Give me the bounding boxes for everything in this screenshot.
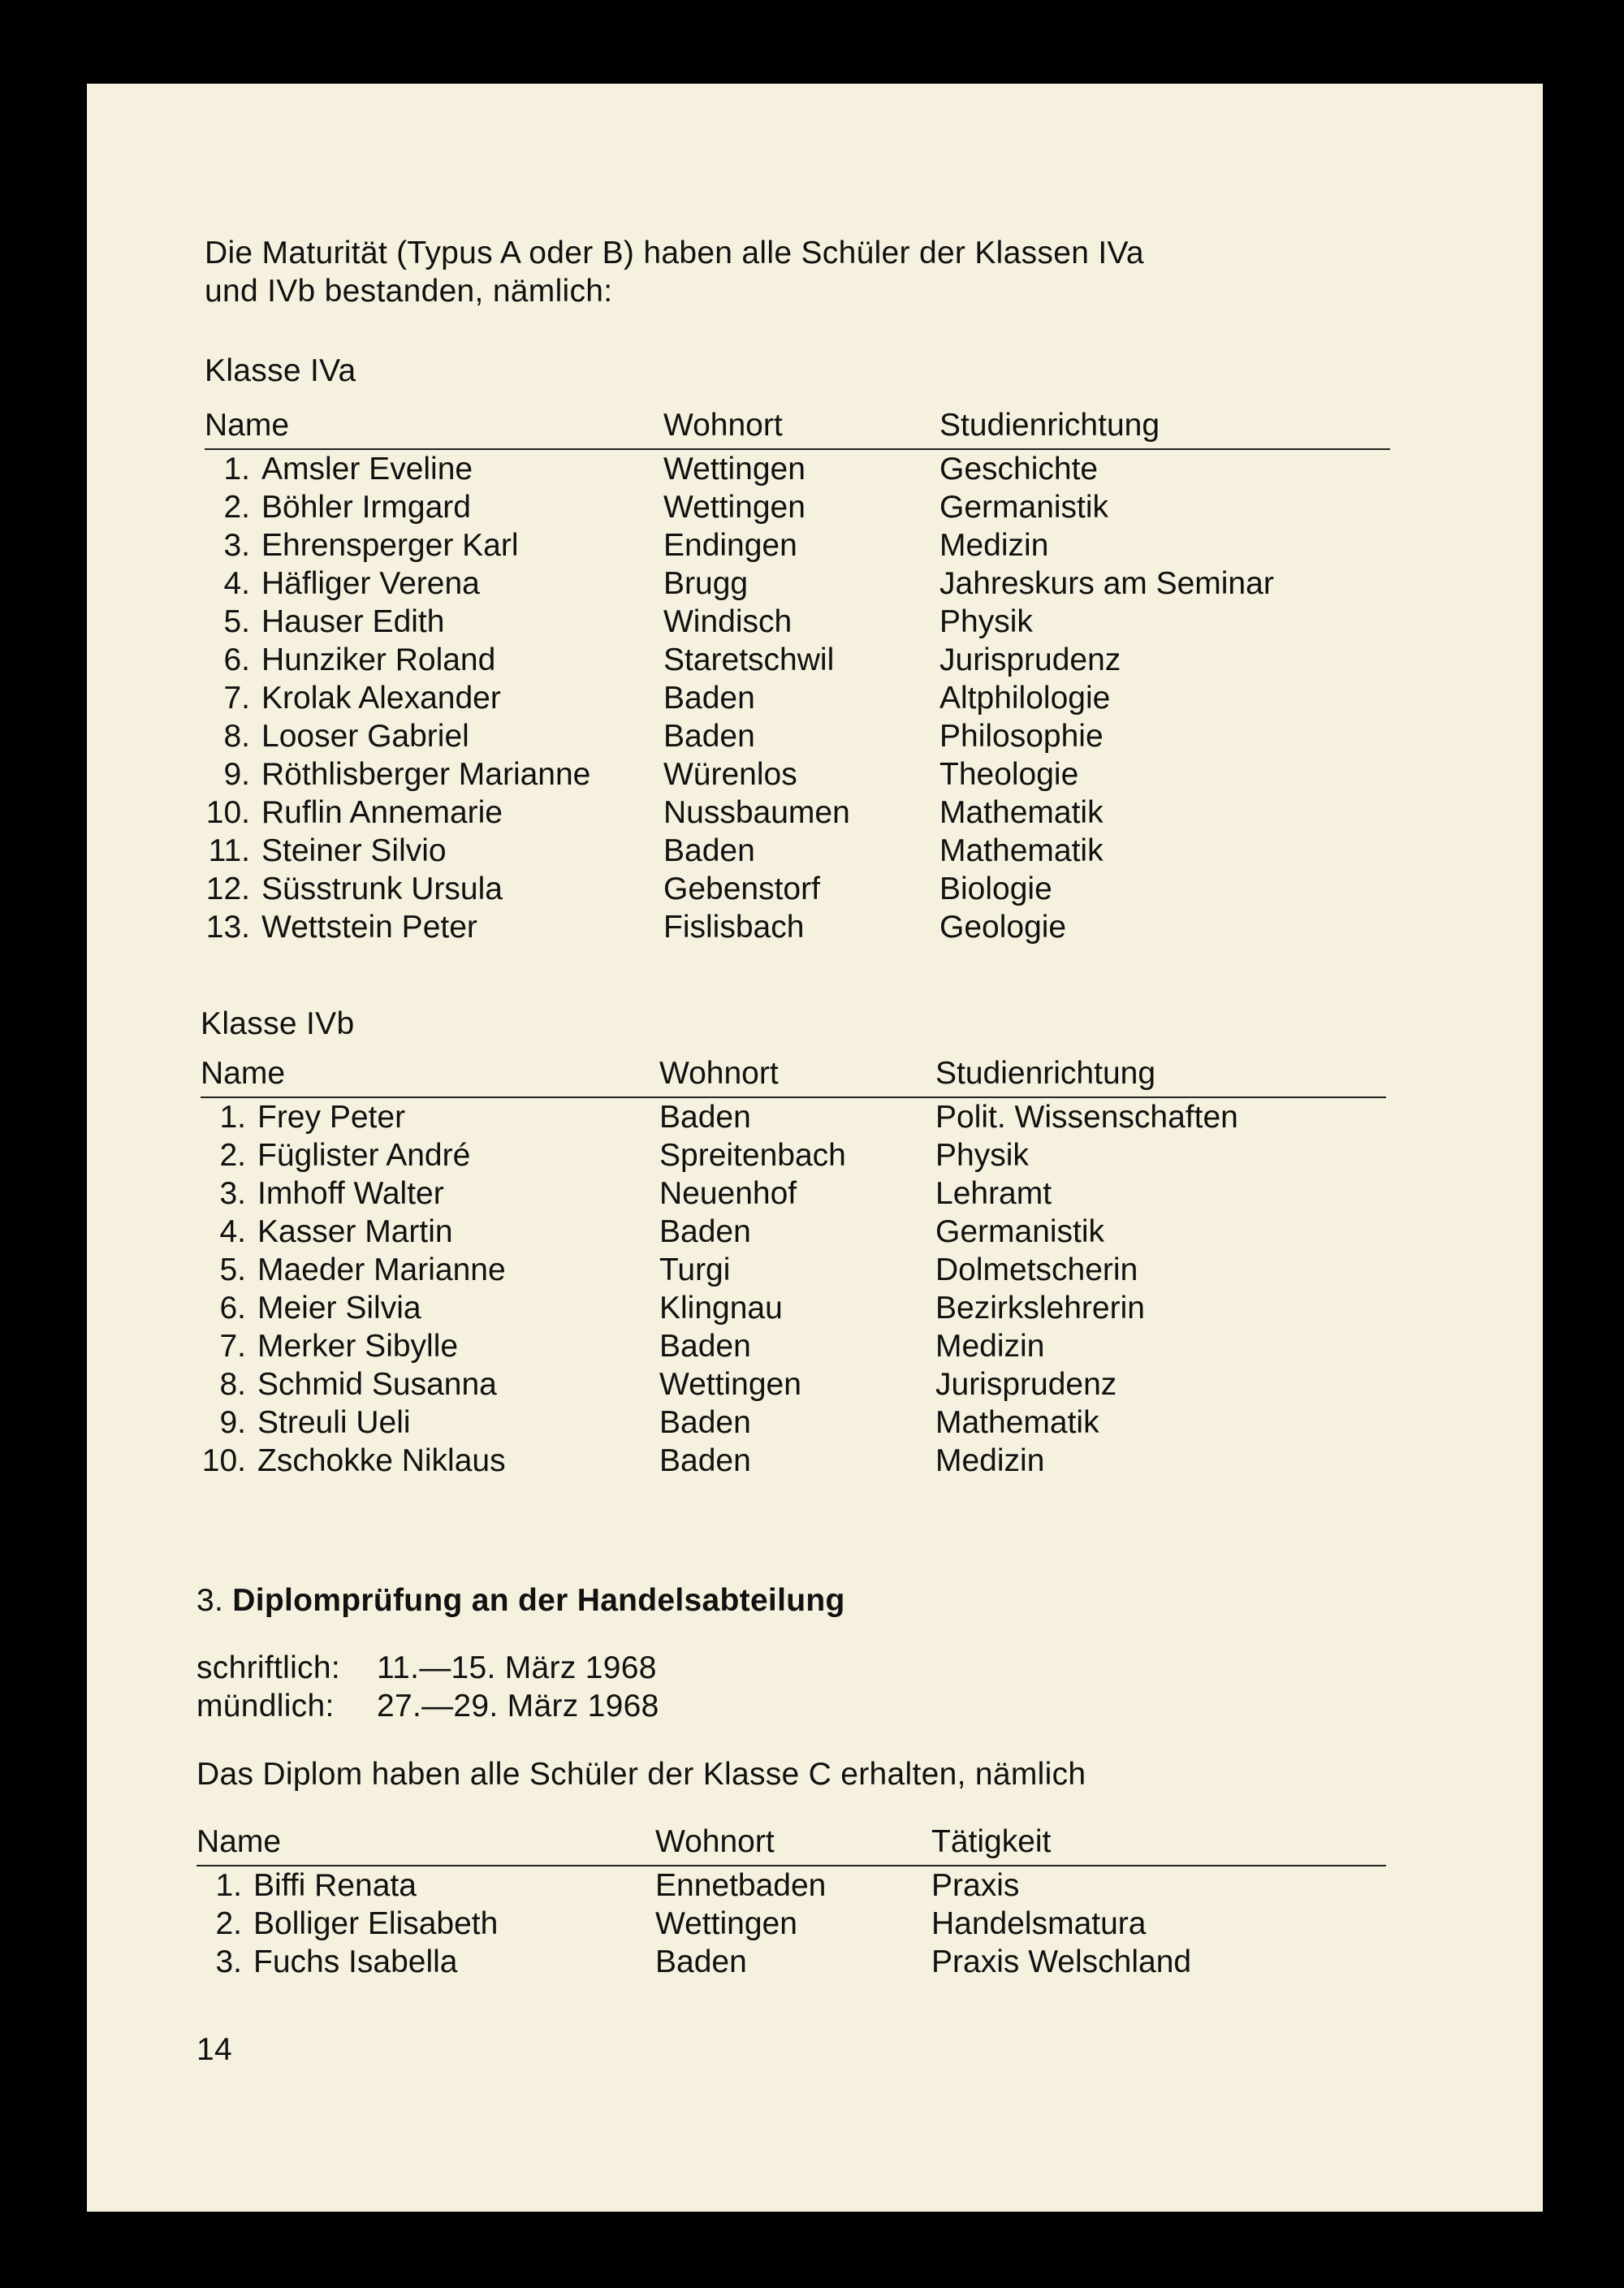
student-wohnort: Baden [655, 1944, 747, 1979]
student-field: Mathematik [935, 1405, 1099, 1440]
section-3-heading [197, 1581, 845, 1620]
written-exam-dates: 11.—15. März 1968 [377, 1650, 657, 1685]
table-row [201, 1327, 1386, 1365]
table-header-row [205, 402, 1390, 449]
table-row [205, 679, 1390, 717]
student-field: Medizin [935, 1329, 1045, 1364]
row-number: 4. [223, 566, 250, 601]
row-number: 2. [219, 1138, 246, 1173]
student-name: Zschokke Niklaus [257, 1443, 506, 1478]
table-row [197, 1866, 1386, 1905]
header-name: Name [201, 1056, 286, 1091]
oral-exam-dates: 27.—29. März 1968 [377, 1689, 659, 1724]
student-field: Praxis [931, 1868, 1020, 1903]
header-name: Name [197, 1824, 282, 1859]
intro-line-2: und IVb bestanden, nämlich: [205, 274, 613, 309]
table-row [205, 564, 1390, 603]
student-wohnort: Neuenhof [659, 1176, 797, 1211]
class-b-title: Klasse IVb [201, 1006, 355, 1041]
row-number: 9. [219, 1405, 246, 1440]
student-name: Streuli Ueli [257, 1405, 411, 1440]
table-row [205, 717, 1390, 755]
student-name: Looser Gabriel [261, 719, 469, 754]
row-number: 10. [205, 795, 250, 830]
student-field: Handelsmatura [931, 1906, 1147, 1941]
student-name: Merker Sibylle [257, 1329, 459, 1364]
student-wohnort: Spreitenbach [659, 1138, 846, 1173]
student-name: Ehrensperger Karl [261, 528, 519, 563]
row-number: 5. [219, 1252, 246, 1287]
header-studienrichtung: Studienrichtung [939, 408, 1160, 443]
table-row [205, 603, 1390, 641]
student-wohnort: Würenlos [663, 757, 797, 792]
student-wohnort: Wettingen [663, 452, 806, 487]
table-row [205, 449, 1390, 488]
table-row [205, 794, 1390, 832]
row-number: 6. [223, 642, 250, 677]
table-header-row [197, 1819, 1386, 1866]
student-field: Bezirkslehrerin [935, 1291, 1145, 1326]
intro-line-1: Die Maturität (Typus A oder B) haben alle Schüler der Klassen IVa [205, 236, 1144, 270]
student-name: Wettstein Peter [261, 910, 477, 945]
header-name: Name [205, 408, 290, 443]
student-wohnort: Nussbaumen [663, 795, 850, 830]
table-row [205, 641, 1390, 679]
student-field: Jahreskurs am Seminar [939, 566, 1274, 601]
table-row [201, 1136, 1386, 1174]
row-number: 1. [223, 452, 250, 487]
student-name: Böhler Irmgard [261, 490, 471, 525]
table-row [201, 1174, 1386, 1213]
student-wohnort: Wettingen [655, 1906, 797, 1941]
student-name: Fuchs Isabella [253, 1944, 458, 1979]
student-field: Theologie [939, 757, 1079, 792]
student-name: Häfliger Verena [261, 566, 480, 601]
student-field: Biologie [939, 872, 1052, 906]
row-number: 3. [219, 1176, 246, 1211]
student-field: Medizin [935, 1443, 1045, 1478]
student-field: Jurisprudenz [935, 1367, 1117, 1402]
page-number: 14 [197, 2032, 232, 2067]
student-wohnort: Klingnau [659, 1291, 783, 1326]
student-name: Röthlisberger Marianne [261, 757, 591, 792]
row-number: 10. [201, 1443, 246, 1478]
student-wohnort: Baden [663, 681, 755, 716]
row-number: 3. [215, 1944, 242, 1979]
table-row [201, 1365, 1386, 1404]
student-name: Hunziker Roland [261, 642, 496, 677]
oral-exam-label: mündlich: [197, 1689, 335, 1724]
row-number: 2. [215, 1906, 242, 1941]
header-wohnort: Wohnort [659, 1056, 779, 1091]
student-field: Altphilologie [939, 681, 1111, 716]
row-number: 7. [219, 1329, 246, 1364]
document-page [87, 84, 1543, 2212]
class-c-table [197, 1819, 1386, 1981]
student-field: Mathematik [939, 795, 1104, 830]
row-number: 7. [223, 681, 250, 716]
student-name: Kasser Martin [257, 1214, 453, 1249]
student-wohnort: Ennetbaden [655, 1868, 827, 1903]
student-name: Schmid Susanna [257, 1367, 497, 1402]
student-name: Hauser Edith [261, 604, 445, 639]
table-row [197, 1943, 1386, 1981]
table-row [205, 870, 1390, 908]
row-number: 1. [219, 1100, 246, 1135]
row-number: 2. [223, 490, 250, 525]
row-number: 5. [223, 604, 250, 639]
header-wohnort: Wohnort [663, 408, 783, 443]
written-exam-label: schriftlich: [197, 1650, 340, 1685]
table-row [205, 908, 1390, 946]
row-number: 1. [215, 1868, 242, 1903]
table-row [201, 1289, 1386, 1327]
student-wohnort: Brugg [663, 566, 749, 601]
student-wohnort: Gebenstorf [663, 872, 820, 906]
section-title: Diplomprüfung an der Handelsabteilung [232, 1583, 845, 1618]
student-wohnort: Baden [663, 719, 755, 754]
diploma-statement: Das Diplom haben alle Schüler der Klasse C erhalten, nämlich [197, 1757, 1086, 1792]
table-header-row [201, 1050, 1386, 1097]
table-row [201, 1251, 1386, 1289]
student-field: Praxis Welschland [931, 1944, 1192, 1979]
student-name: Bolliger Elisabeth [253, 1906, 499, 1941]
table-row [197, 1905, 1386, 1943]
student-name: Meier Silvia [257, 1291, 421, 1326]
table-row [205, 755, 1390, 794]
row-number: 8. [223, 719, 250, 754]
student-field: Geologie [939, 910, 1067, 945]
student-wohnort: Staretschwil [663, 642, 835, 677]
student-wohnort: Baden [659, 1443, 751, 1478]
row-number: 11. [208, 833, 250, 868]
row-number: 12. [205, 872, 250, 906]
table-row [201, 1404, 1386, 1442]
row-number: 4. [219, 1214, 246, 1249]
student-field: Medizin [939, 528, 1049, 563]
row-number: 6. [219, 1291, 246, 1326]
student-name: Frey Peter [257, 1100, 406, 1135]
section-number: 3. [197, 1583, 224, 1618]
student-field: Physik [935, 1138, 1029, 1173]
header-taetigkeit: Tätigkeit [931, 1824, 1052, 1859]
student-name: Ruflin Annemarie [261, 795, 503, 830]
student-wohnort: Endingen [663, 528, 797, 563]
student-field: Lehramt [935, 1176, 1052, 1211]
table-row [205, 832, 1390, 870]
header-studienrichtung: Studienrichtung [935, 1056, 1156, 1091]
student-wohnort: Fislisbach [663, 910, 805, 945]
class-b-table [201, 1050, 1386, 1480]
student-name: Biffi Renata [253, 1868, 417, 1903]
student-wohnort: Windisch [663, 604, 793, 639]
student-name: Krolak Alexander [261, 681, 501, 716]
row-number: 13. [205, 910, 250, 945]
table-row [205, 488, 1390, 526]
student-wohnort: Baden [659, 1214, 751, 1249]
student-wohnort: Baden [659, 1329, 751, 1364]
student-field: Polit. Wissenschaften [935, 1100, 1238, 1135]
row-number: 3. [223, 528, 250, 563]
table-row [201, 1097, 1386, 1136]
student-field: Jurisprudenz [939, 642, 1121, 677]
table-row [205, 526, 1390, 564]
student-name: Maeder Marianne [257, 1252, 506, 1287]
class-a-title: Klasse IVa [205, 353, 356, 388]
table-row [201, 1442, 1386, 1480]
student-name: Amsler Eveline [261, 452, 473, 487]
student-wohnort: Wettingen [663, 490, 806, 525]
student-wohnort: Baden [663, 833, 755, 868]
student-name: Imhoff Walter [257, 1176, 444, 1211]
student-field: Philosophie [939, 719, 1104, 754]
student-field: Germanistik [939, 490, 1109, 525]
student-field: Germanistik [935, 1214, 1105, 1249]
student-wohnort: Turgi [659, 1252, 731, 1287]
student-name: Süsstrunk Ursula [261, 872, 503, 906]
header-wohnort: Wohnort [655, 1824, 775, 1859]
student-name: Füglister André [257, 1138, 471, 1173]
student-wohnort: Baden [659, 1405, 751, 1440]
class-a-table [205, 402, 1390, 946]
row-number: 8. [219, 1367, 246, 1402]
student-name: Steiner Silvio [261, 833, 447, 868]
student-field: Mathematik [939, 833, 1104, 868]
row-number: 9. [223, 757, 250, 792]
student-field: Dolmetscherin [935, 1252, 1138, 1287]
student-field: Physik [939, 604, 1033, 639]
student-wohnort: Wettingen [659, 1367, 801, 1402]
student-wohnort: Baden [659, 1100, 751, 1135]
student-field: Geschichte [939, 452, 1099, 487]
table-row [201, 1213, 1386, 1251]
